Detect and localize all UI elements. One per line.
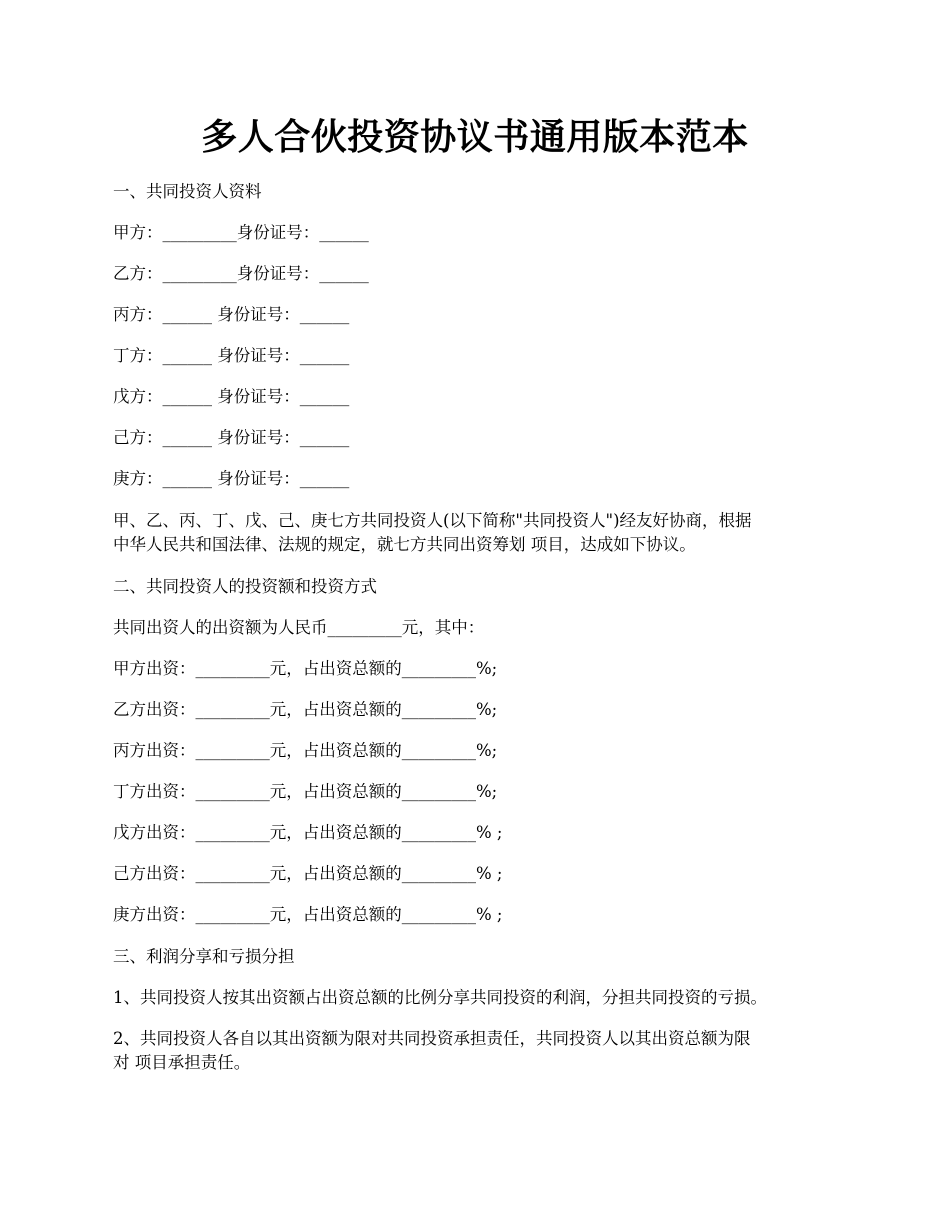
contribution-line-ding: 丁方出资：_________元，占出资总额的_________%; — [113, 782, 498, 801]
document-title: 多人合伙投资协议书通用版本范本 — [201, 116, 749, 158]
total-contribution-line: 共同出资人的出资额为人民币_________元，其中： — [113, 618, 485, 637]
contribution-line-bing: 丙方出资：_________元，占出资总额的_________%; — [113, 741, 498, 760]
section-heading-investors: 一、共同投资人资料 — [113, 182, 262, 201]
intro-paragraph-line-1: 甲、乙、丙、丁、戊、己、庚七方共同投资人(以下简称"共同投资人")经友好协商，根据 — [113, 511, 752, 530]
party-line-jia: 甲方：_________身份证号：______ — [113, 223, 369, 242]
contribution-line-geng: 庚方出资：_________元，占出资总额的_________% ; — [113, 905, 503, 924]
intro-paragraph-line-2: 中华人民共和国法律、法规的规定，就七方共同出资筹划 项目，达成如下协议。 — [113, 535, 696, 554]
contribution-line-ji: 己方出资：_________元，占出资总额的_________% ; — [113, 864, 503, 883]
contribution-line-yi: 乙方出资：_________元，占出资总额的_________%; — [113, 700, 498, 719]
clause-2-line-2: 对 项目承担责任。 — [113, 1053, 251, 1072]
party-line-yi: 乙方：_________身份证号：______ — [113, 264, 369, 283]
clause-1: 1、共同投资人按其出资额占出资总额的比例分享共同投资的利润，分担共同投资的亏损。 — [113, 988, 767, 1007]
party-line-geng: 庚方：______ 身份证号：______ — [113, 469, 350, 488]
party-line-ding: 丁方：______ 身份证号：______ — [113, 346, 350, 365]
contribution-line-wu: 戊方出资：_________元，占出资总额的_________% ; — [113, 823, 503, 842]
section-heading-contributions: 二、共同投资人的投资额和投资方式 — [113, 577, 377, 596]
section-heading-profit-loss: 三、利润分享和亏损分担 — [113, 947, 295, 966]
clause-2-line-1: 2、共同投资人各自以其出资额为限对共同投资承担责任，共同投资人以其出资总额为限 — [113, 1029, 751, 1048]
party-line-wu: 戊方：______ 身份证号：______ — [113, 387, 350, 406]
contribution-line-jia: 甲方出资：_________元，占出资总额的_________%; — [113, 659, 498, 678]
party-line-bing: 丙方：______ 身份证号：______ — [113, 305, 350, 324]
party-line-ji: 己方：______ 身份证号：______ — [113, 428, 350, 447]
